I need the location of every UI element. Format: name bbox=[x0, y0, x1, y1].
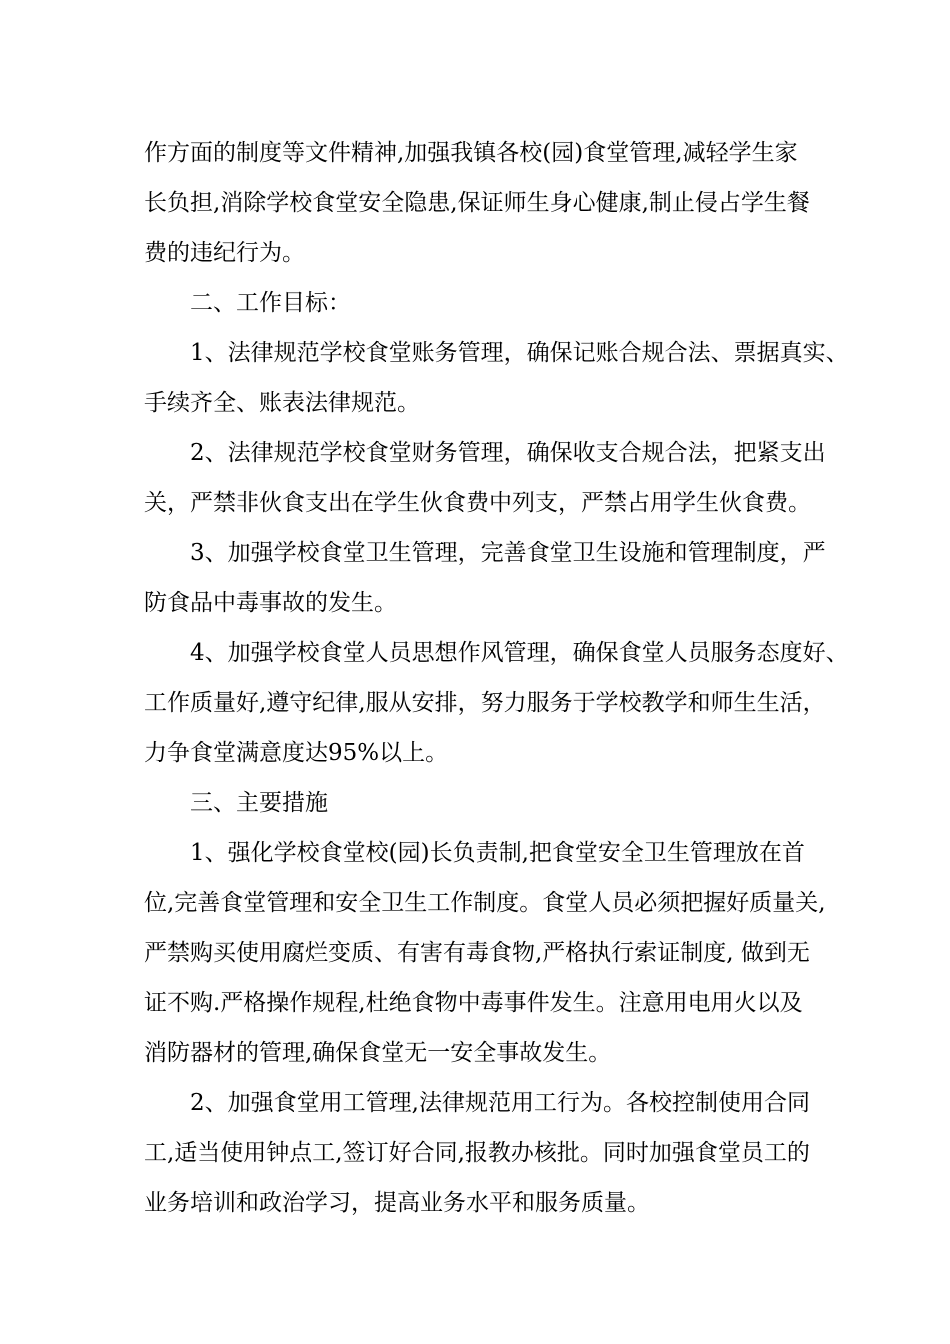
text-line: 4、加强学校食堂人员思想作风管理，确保食堂人员服务态度好、 bbox=[190, 640, 849, 666]
text-line: 严禁购买使用腐烂变质、有害有毒食物,严格执行索证制度, 做到无 bbox=[144, 940, 810, 966]
text-line: 长负担,消除学校食堂安全隐患,保证师生身心健康,制止侵占学生餐 bbox=[144, 190, 810, 216]
text-line: 力争食堂满意度达95%以上。 bbox=[144, 740, 449, 766]
text-line: 费的违纪行为。 bbox=[144, 240, 305, 266]
text-line: 工作质量好,遵守纪律,服从安排，努力服务于学校教学和师生生活， bbox=[144, 690, 826, 716]
text-line: 2、法律规范学校食堂财务管理，确保收支合规合法，把紧支出 bbox=[190, 440, 826, 466]
text-line: 手续齐全、账表法律规范。 bbox=[144, 390, 420, 416]
text-line: 防食品中毒事故的发生。 bbox=[144, 590, 397, 616]
text-line: 关，严禁非伙食支出在学生伙食费中列支，严禁占用学生伙食费。 bbox=[144, 490, 811, 516]
section-heading: 三、主要措施 bbox=[190, 790, 328, 816]
text-line: 证不购.严格操作规程,杜绝食物中毒事件发生。注意用电用火以及 bbox=[144, 990, 803, 1016]
text-line: 业务培训和政治学习，提高业务水平和服务质量。 bbox=[144, 1190, 650, 1216]
text-line: 工,适当使用钟点工,签订好合同,报教办核批。同时加强食堂员工的 bbox=[144, 1140, 810, 1166]
text-line: 1、法律规范学校食堂账务管理，确保记账合规合法、票据真实、 bbox=[190, 340, 849, 366]
text-line: 位,完善食堂管理和安全卫生工作制度。食堂人员必须把握好质量关, bbox=[144, 890, 826, 916]
document-body bbox=[144, 128, 849, 1228]
text-line: 2、加强食堂用工管理,法律规范用工行为。各校控制使用合同 bbox=[190, 1090, 810, 1116]
section-heading: 二、工作目标： bbox=[190, 290, 351, 316]
text-line: 消防器材的管理,确保食堂无一安全事故发生。 bbox=[144, 1040, 612, 1066]
text-line: 1、强化学校食堂校(园)长负责制,把食堂安全卫生管理放在首 bbox=[190, 840, 805, 866]
text-line: 作方面的制度等文件精神,加强我镇各校(园)食堂管理,减轻学生家 bbox=[144, 140, 798, 166]
text-line: 3、加强学校食堂卫生管理，完善食堂卫生设施和管理制度，严 bbox=[190, 540, 826, 566]
